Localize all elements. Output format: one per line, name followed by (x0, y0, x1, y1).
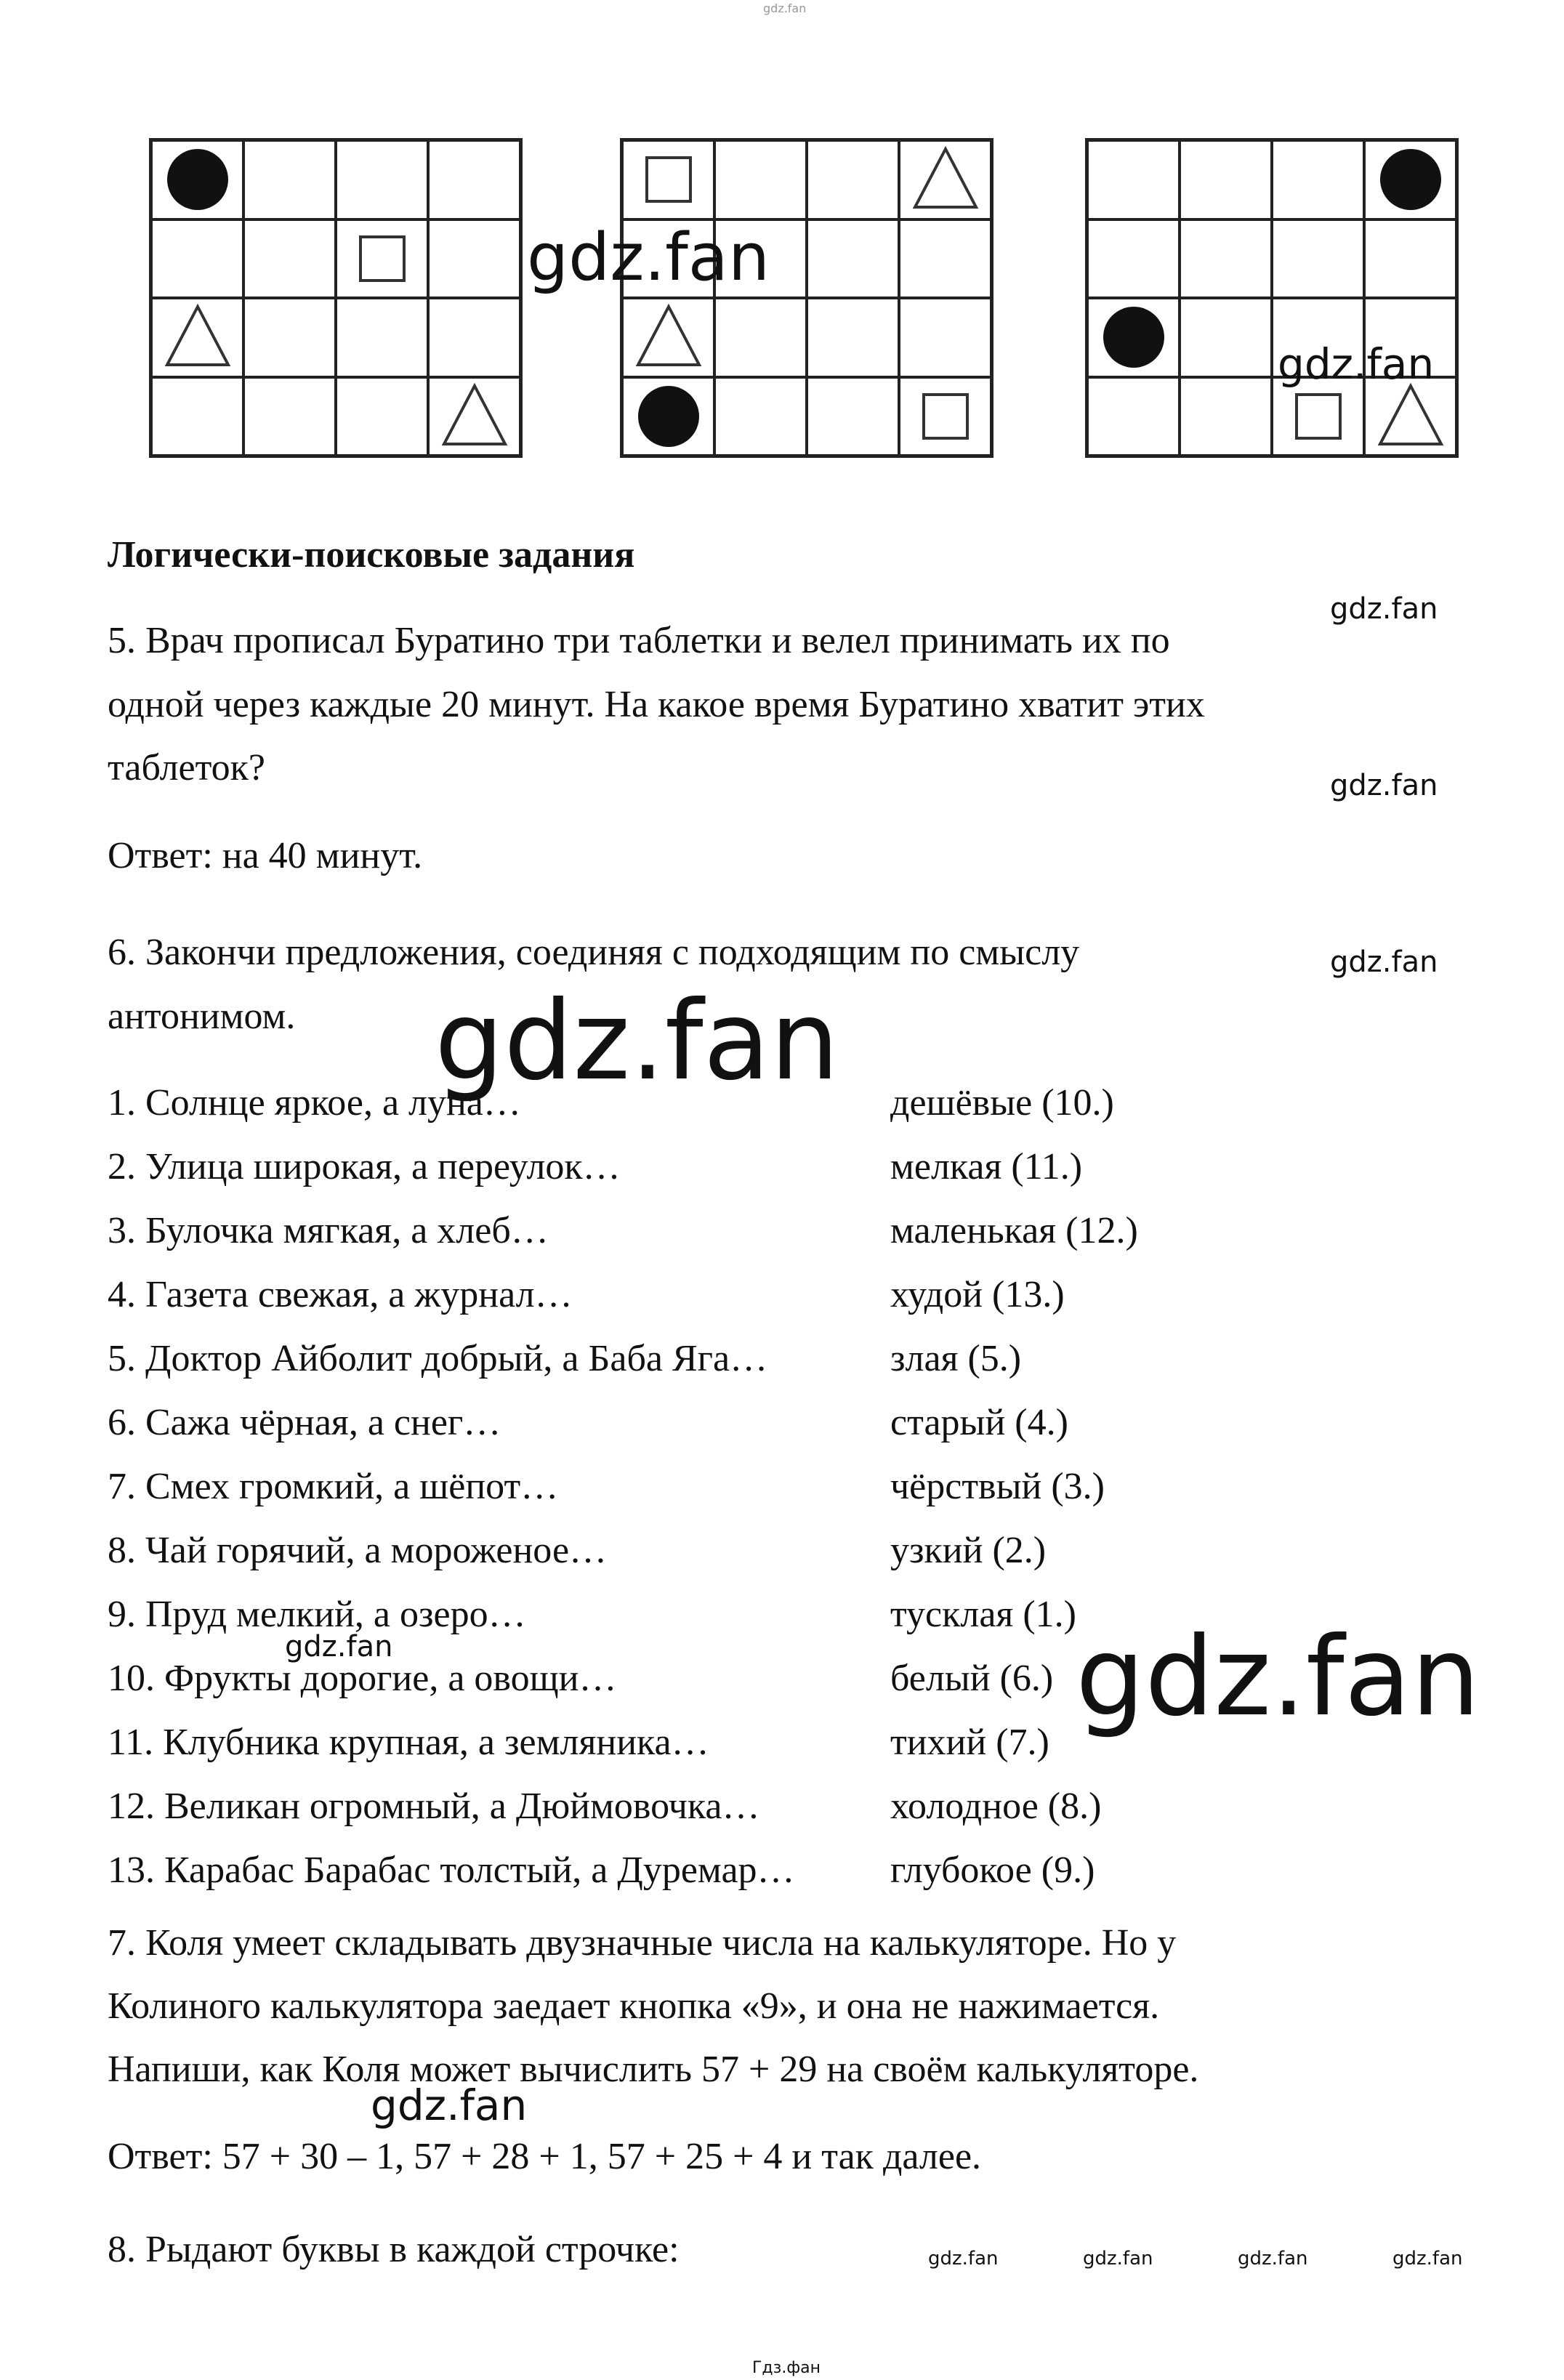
grid-cell (714, 298, 807, 377)
antonym-option: чёрствый (3.) (890, 1466, 1105, 1507)
square-icon (346, 222, 419, 295)
grid-cell (428, 298, 520, 377)
square-icon (1282, 380, 1355, 453)
shape-grid-2 (620, 138, 993, 458)
grid-cell (622, 140, 714, 219)
watermark: gdz.fan (435, 978, 839, 1105)
sentence-start: 2. Улица широкая, а переулок… (108, 1146, 621, 1187)
watermark: gdz.fan (1330, 769, 1438, 802)
shape-grid-1 (149, 138, 523, 458)
task5-line: одной через каждые 20 минут. На какое время Буратино хватит этих (108, 684, 1205, 725)
grid-cell (807, 140, 899, 219)
triangle-icon (909, 143, 982, 216)
grid-cell (899, 377, 991, 456)
circle-icon (1097, 301, 1170, 374)
task7-line: Колиного калькулятора заедает кнопка «9», и она не нажимается. (108, 1985, 1160, 2027)
watermark: gdz.fan (527, 219, 770, 296)
sentence-start: 12. Великан огромный, а Дюймовочка… (108, 1786, 760, 1827)
antonym-option: холодное (8.) (890, 1786, 1102, 1827)
task5-line: таблеток? (108, 747, 266, 788)
circle-icon (1374, 143, 1447, 216)
square-icon (909, 380, 982, 453)
grid-cell (336, 140, 428, 219)
grid-cell (1364, 140, 1456, 219)
grid-cell (1087, 298, 1180, 377)
antonym-option: мелкая (11.) (890, 1146, 1083, 1187)
antonym-option: узкий (2.) (890, 1530, 1047, 1571)
grid-cell (151, 219, 243, 299)
sentence-start: 5. Доктор Айболит добрый, а Баба Яга… (108, 1338, 768, 1379)
task7-line: 7. Коля умеет складывать двузначные числа на калькуляторе. Но у (108, 1922, 1177, 1964)
triangle-icon (632, 301, 705, 374)
sentence-start: 13. Карабас Барабас толстый, а Дуремар… (108, 1849, 795, 1891)
task7-line: Напиши, как Коля может вычислить 57 + 29 на своём калькуляторе. (108, 2049, 1199, 2090)
watermark: gdz.fan (928, 2248, 999, 2270)
grid-cell (1180, 298, 1272, 377)
shape-grid-3 (1085, 138, 1459, 458)
grid-cell (1087, 219, 1180, 299)
grid-cell (807, 377, 899, 456)
antonym-option: худой (13.) (890, 1274, 1065, 1315)
sentence-start: 3. Булочка мягкая, а хлеб… (108, 1210, 549, 1251)
grid-cell (1364, 219, 1456, 299)
grid-cell (807, 219, 899, 299)
triangle-icon (161, 301, 234, 374)
grid-cell (151, 298, 243, 377)
grid-cell (1180, 140, 1272, 219)
grid-cell (151, 140, 243, 219)
task8-line: 8. Рыдают буквы в каждой строчке: (108, 2229, 680, 2270)
sentence-start: 11. Клубника крупная, а земляника… (108, 1722, 709, 1763)
grid-cell (714, 377, 807, 456)
watermark: gdz.fan (1330, 592, 1438, 626)
grid-cell (622, 298, 714, 377)
grid-cell (243, 219, 336, 299)
task7-answer: Ответ: 57 + 30 – 1, 57 + 28 + 1, 57 + 25 + 4 и так далее. (108, 2136, 982, 2177)
grid-cell (1087, 377, 1180, 456)
watermark: gdz.fan (285, 1630, 393, 1663)
antonym-option: белый (6.) (890, 1658, 1054, 1699)
grid-cell (243, 140, 336, 219)
antonym-option: старый (4.) (890, 1402, 1068, 1443)
sentence-start: 4. Газета свежая, а журнал… (108, 1274, 573, 1315)
watermark: gdz.fan (1330, 945, 1438, 979)
sentence-start: 1. Солнце яркое, а луна… (108, 1082, 521, 1124)
sentence-start: 7. Смех громкий, а шёпот… (108, 1466, 559, 1507)
grid-cell (336, 377, 428, 456)
grid-cell (336, 219, 428, 299)
grid-cell (1272, 140, 1364, 219)
grid-cell (899, 140, 991, 219)
grid-cell (622, 377, 714, 456)
triangle-icon (438, 380, 511, 453)
circle-icon (161, 143, 234, 216)
watermark: gdz.fan (1392, 2248, 1463, 2270)
task6-line: 6. Закончи предложения, соединяя с подходящим по смыслу (108, 932, 1080, 973)
sentence-start: 8. Чай горячий, а мороженое… (108, 1530, 608, 1571)
task5-line: 5. Врач прописал Буратино три таблетки и велел принимать их по (108, 620, 1170, 661)
grid-cell (151, 377, 243, 456)
watermark: gdz.fan (371, 2081, 528, 2130)
grid-cell (1272, 219, 1364, 299)
sentence-start: 10. Фрукты дорогие, а овощи… (108, 1658, 617, 1699)
grid-cell (1087, 140, 1180, 219)
grid-cell (243, 298, 336, 377)
watermark: gdz.fan (1238, 2248, 1308, 2270)
top-watermark: gdz.fan (763, 1, 807, 15)
antonym-option: злая (5.) (890, 1338, 1022, 1379)
grid-cell (336, 298, 428, 377)
grid-cell (899, 219, 991, 299)
grid-cell (1180, 377, 1272, 456)
grid-cell (899, 298, 991, 377)
watermark: gdz.fan (1278, 339, 1435, 389)
grid-cell (1180, 219, 1272, 299)
circle-icon (632, 380, 705, 453)
task6-line: антонимом. (108, 996, 296, 1037)
sentence-start: 9. Пруд мелкий, а озеро… (108, 1594, 526, 1635)
antonym-option: дешёвые (10.) (890, 1082, 1114, 1124)
sentence-start: 6. Сажа чёрная, а снег… (108, 1402, 501, 1443)
antonym-option: тихий (7.) (890, 1722, 1049, 1763)
task5-answer: Ответ: на 40 минут. (108, 835, 423, 876)
grid-cell (807, 298, 899, 377)
watermark: gdz.fan (1076, 1614, 1480, 1740)
section-title: Логически-поисковые задания (108, 534, 635, 576)
grid-cell (428, 140, 520, 219)
antonym-option: маленькая (12.) (890, 1210, 1138, 1251)
square-icon (632, 143, 705, 216)
grid-cell (428, 219, 520, 299)
footer-mark: Гдз.фан (752, 2359, 821, 2377)
watermark: gdz.fan (1083, 2248, 1153, 2270)
grid-cell (243, 377, 336, 456)
antonym-option: глубокое (9.) (890, 1849, 1095, 1891)
triangle-icon (1374, 380, 1447, 453)
grid-cell (428, 377, 520, 456)
grid-cell (714, 140, 807, 219)
antonym-option: тусклая (1.) (890, 1594, 1076, 1635)
